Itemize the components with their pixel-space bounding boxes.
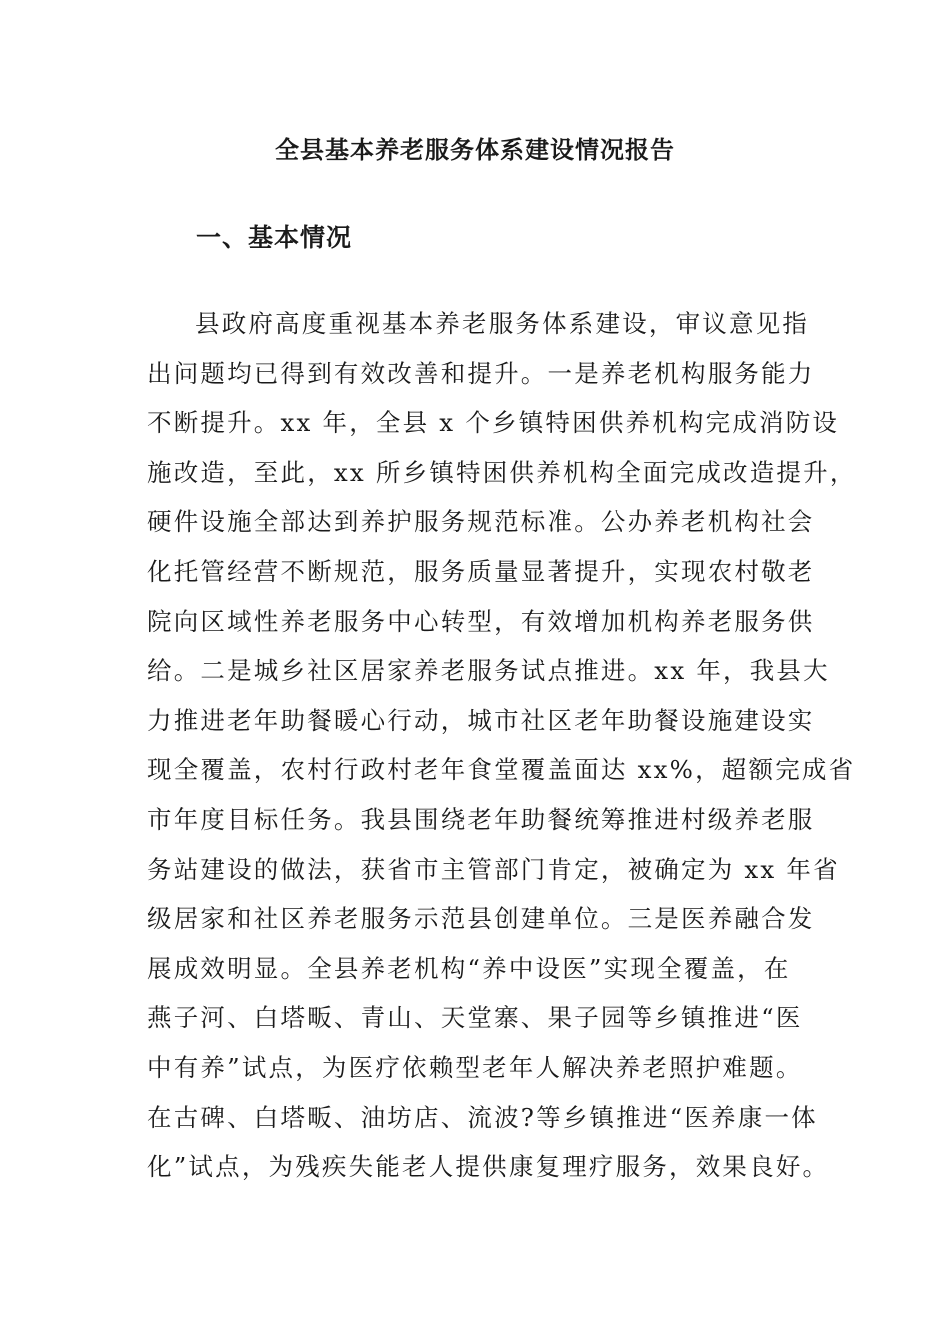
paragraph-line: 级居家和社区养老服务示范县创建单位。三是医养融合发 [147, 904, 815, 934]
document-title: 全县基本养老服务体系建设情况报告 [275, 135, 675, 164]
paragraph-line: 县政府高度重视基本养老服务体系建设，审议意见指 [195, 309, 810, 338]
body-paragraph [147, 304, 857, 1197]
paragraph-line: 不断提升。xx 年，全县 x 个乡镇特困供养机构完成消防设 [147, 408, 840, 438]
paragraph-line: 硬件设施全部达到养护服务规范标准。公办养老机构社会 [147, 507, 815, 537]
paragraph-line: 出问题均已得到有效改善和提升。一是养老机构服务能力 [147, 358, 815, 388]
paragraph-line: 力推进老年助餐暖心行动，城市社区老年助餐设施建设实 [147, 705, 815, 735]
section-heading: 一、基本情况 [196, 223, 353, 252]
paragraph-line: 务站建设的做法，获省市主管部门肯定，被确定为 xx 年省 [147, 854, 840, 884]
paragraph-line: 现全覆盖，农村行政村老年食堂覆盖面达 xx%，超额完成省 [147, 755, 856, 785]
paragraph-line: 施改造，至此，xx 所乡镇特困供养机构全面完成改造提升， [147, 457, 857, 487]
paragraph-line: 中有养”试点，为医疗依赖型老年人解决养老照护难题。 [147, 1052, 803, 1082]
paragraph-line: 在古碑、白塔畈、油坊店、流波?等乡镇推进“医养康一体 [147, 1102, 818, 1132]
paragraph-line: 市年度目标任务。我县围绕老年助餐统筹推进村级养老服 [147, 804, 815, 834]
paragraph-line: 燕子河、白塔畈、青山、天堂寨、果子园等乡镇推进“医 [147, 1003, 803, 1033]
paragraph-line: 化”试点，为残疾失能老人提供康复理疗服务，效果良好。 [147, 1152, 830, 1182]
paragraph-line: 展成效明显。全县养老机构“养中设医”实现全覆盖，在 [147, 953, 791, 983]
paragraph-line: 院向区域性养老服务中心转型，有效增加机构养老服务供 [147, 606, 815, 636]
paragraph-line: 化托管经营不断规范，服务质量显著提升，实现农村敬老 [147, 556, 815, 586]
paragraph-line: 给。二是城乡社区居家养老服务试点推进。xx 年，我县大 [147, 656, 830, 686]
